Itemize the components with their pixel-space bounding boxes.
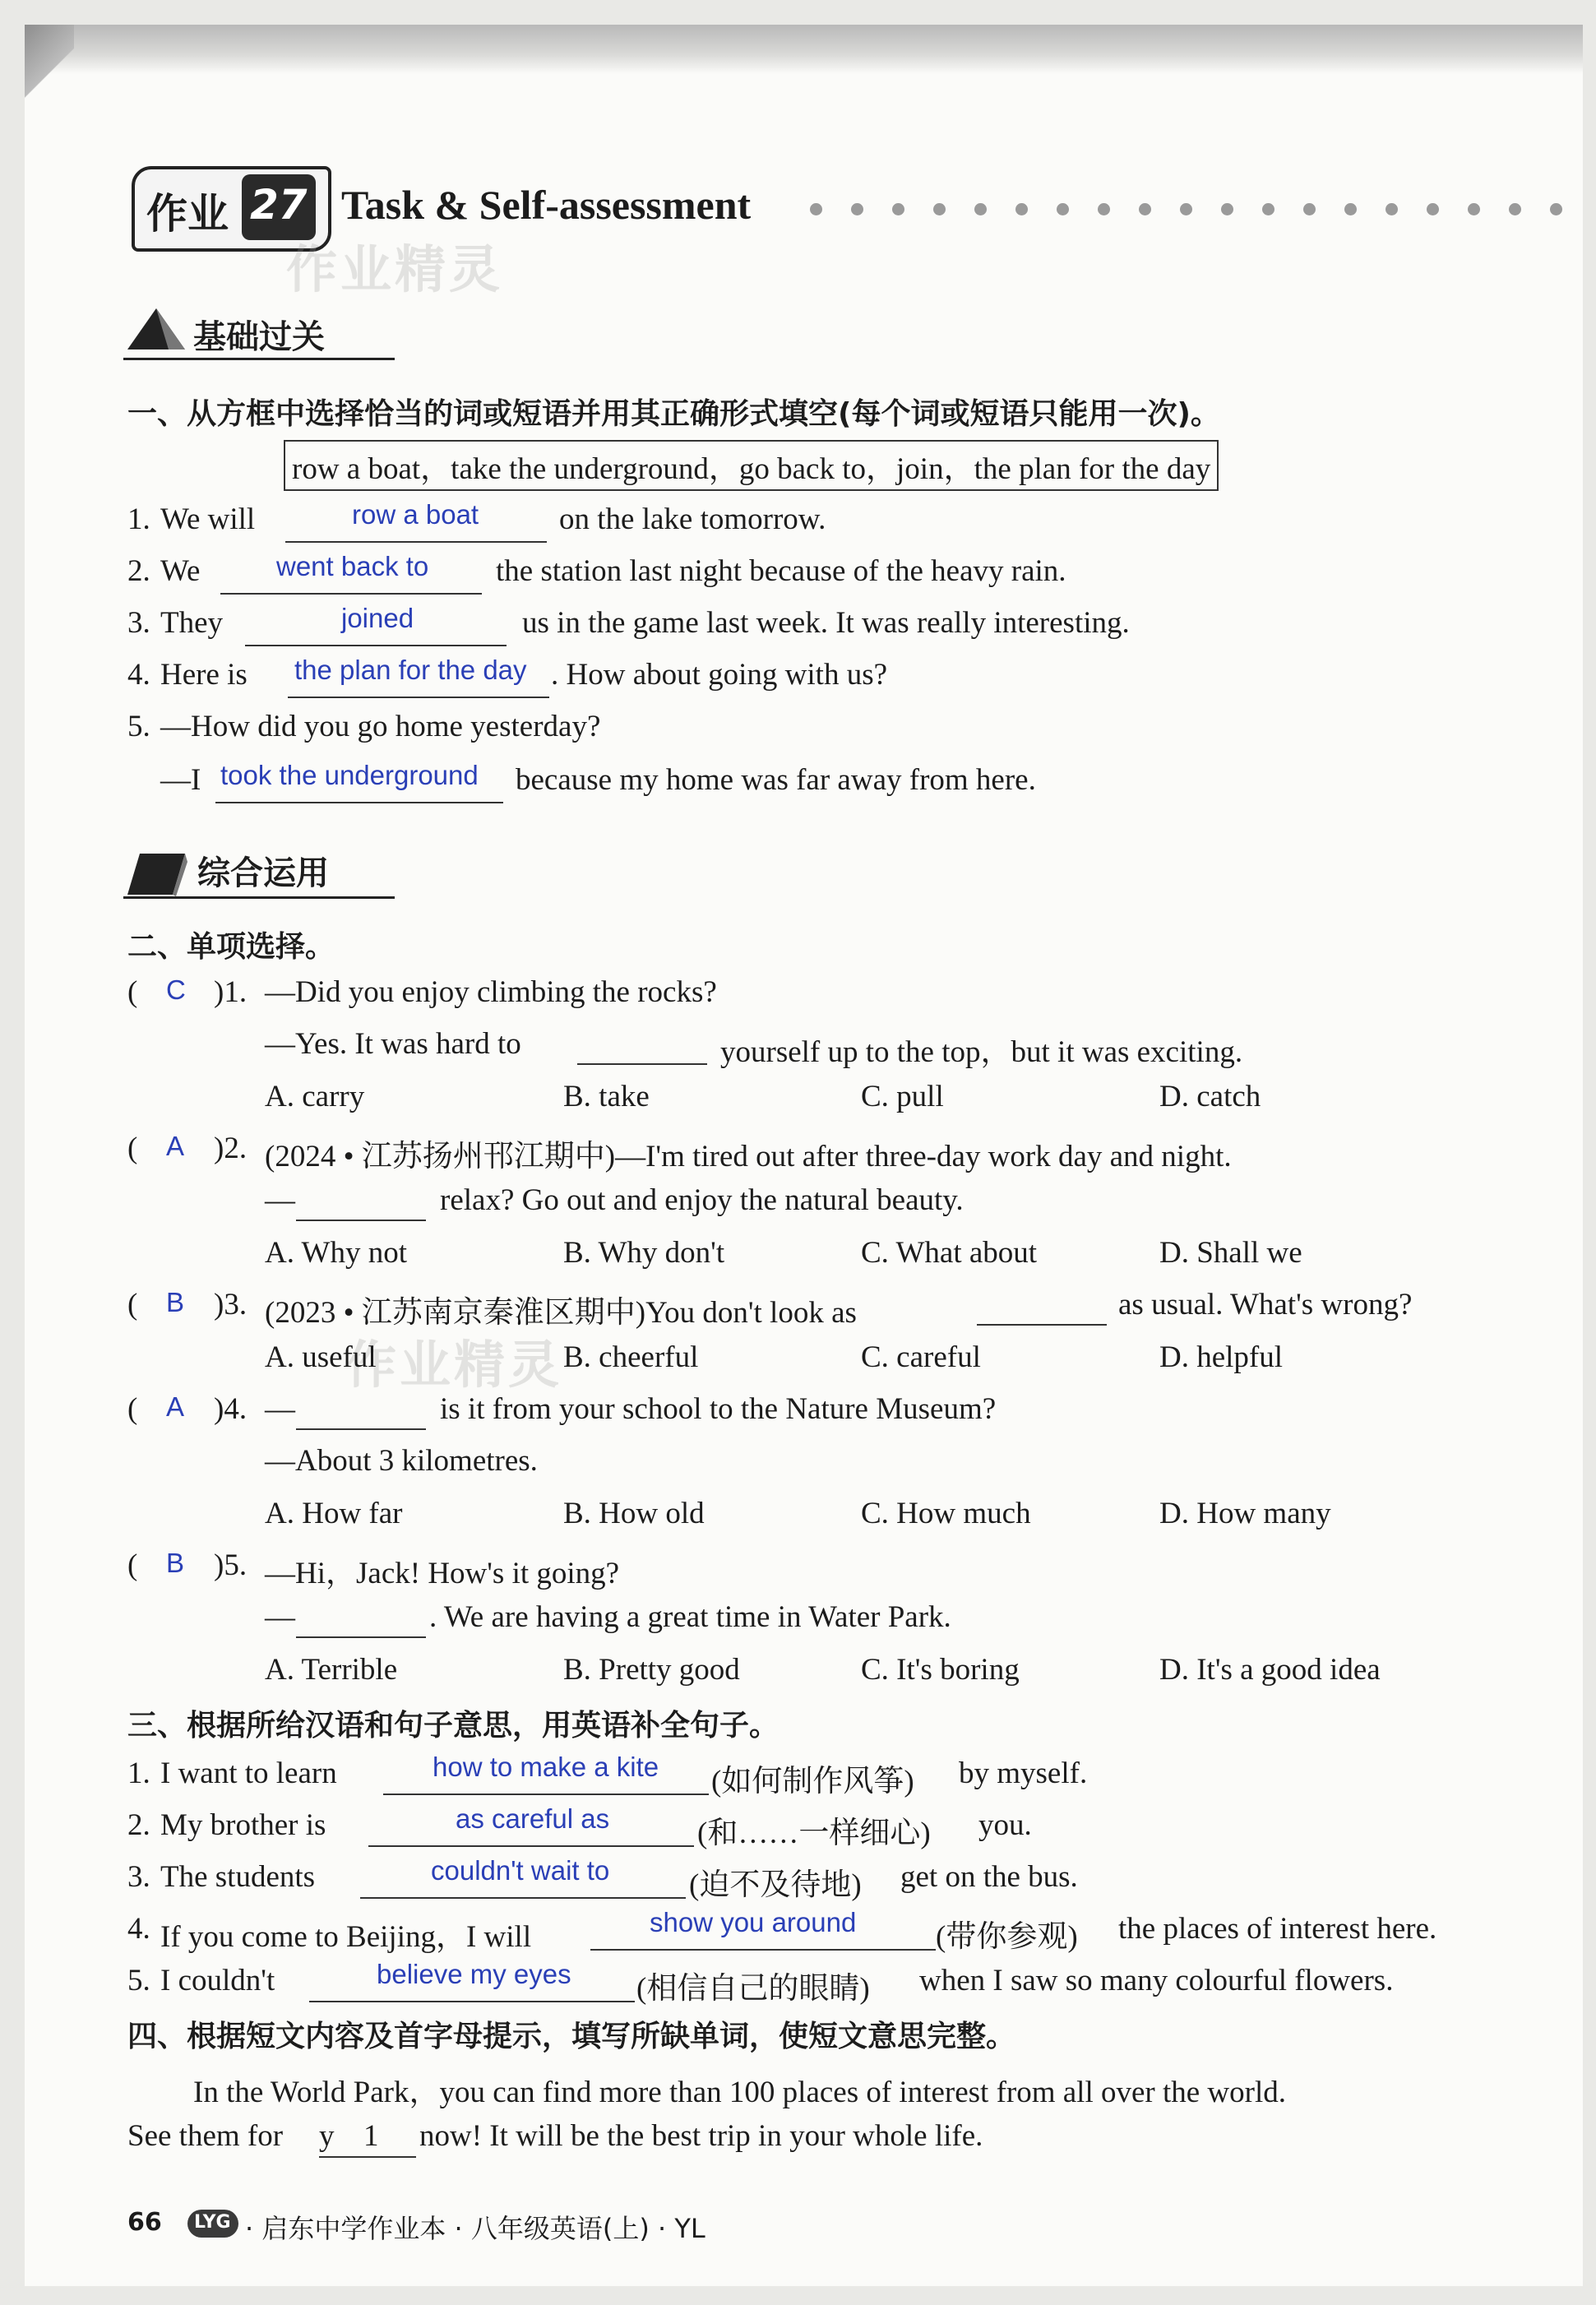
s3-item3-blank[interactable] (360, 1897, 686, 1899)
q3-option-c[interactable]: C. careful (861, 1340, 981, 1374)
q4-line2: —About 3 kilometres. (265, 1444, 538, 1478)
s1-item1-after: on the lake tomorrow. (559, 502, 826, 536)
q3-option-a[interactable]: A. useful (265, 1340, 377, 1374)
q2-line1: (2024 • 江苏扬州邗江期中)—I'm tired out after three-day work day and night. (265, 1140, 1232, 1173)
section1-instruction: 一、从方框中选择恰当的词或短语并用其正确形式填空(每个词或短语只能用一次)。 (127, 397, 1220, 431)
q1-blank[interactable] (577, 1063, 707, 1065)
s3-item5-after: when I saw so many colourful flowers. (919, 1964, 1394, 1997)
s4-para-line2-before: See them for (127, 2119, 284, 2153)
section-heading-applied-text: 综合运用 (197, 854, 329, 892)
s3-item1-after: by myself. (959, 1757, 1088, 1790)
q2-paren-open: ( (127, 1132, 138, 1165)
q1-answer: C (166, 974, 186, 1005)
q3-blank[interactable] (977, 1324, 1107, 1326)
q1-option-b[interactable]: B. take (563, 1080, 650, 1113)
q2-line2-before: — (265, 1183, 295, 1217)
page-title: Task & Self-assessment (341, 182, 752, 228)
q1-option-a[interactable]: A. carry (265, 1080, 365, 1113)
s1-item1-answer: row a boat (352, 499, 479, 530)
q4-option-a[interactable]: A. How far (265, 1497, 403, 1530)
s1-item5-reply-before: —I (160, 763, 201, 797)
s1-item4-num: 4. (127, 658, 150, 692)
s1-item2-before: We (160, 554, 201, 588)
section4-instruction: 四、根据短文内容及首字母提示，填写所缺单词，使短文意思完整。 (127, 2020, 1016, 2053)
s3-item1-num: 1. (127, 1757, 150, 1790)
s3-item1-answer: how to make a kite (433, 1752, 659, 1782)
s3-item3-after: get on the bus. (900, 1860, 1078, 1894)
q1-option-c[interactable]: C. pull (861, 1080, 944, 1113)
s4-para-line1: In the World Park，you can find more than 100 places of interest from all over the world. (193, 2076, 1287, 2109)
s3-item2-blank[interactable] (368, 1845, 694, 1847)
s3-item3-answer: couldn't wait to (431, 1855, 610, 1886)
s3-item3-before: The students (160, 1860, 316, 1894)
s1-item3-num: 3. (127, 606, 150, 640)
s1-item5-after: because my home was far away from here. (516, 763, 1036, 797)
q5-answer: B (166, 1548, 185, 1578)
q4-blank[interactable] (296, 1428, 426, 1430)
q4-option-d[interactable]: D. How many (1159, 1497, 1331, 1530)
top-shadow (25, 25, 1583, 74)
q4-line1-before: — (265, 1392, 295, 1426)
s1-item2-blank[interactable] (220, 593, 482, 595)
s1-item4-before: Here is (160, 658, 247, 692)
s1-item2-num: 2. (127, 554, 150, 588)
block-icon (123, 847, 189, 898)
s1-item3-after: us in the game last week. It was really interesting. (522, 606, 1130, 640)
s1-item4-after: . How about going with us? (551, 658, 888, 692)
s3-item5-hint: (相信自己的眼睛) (636, 1972, 870, 2006)
q4-paren-open: ( (127, 1392, 138, 1426)
watermark-top: 作业精灵 (286, 239, 504, 299)
q5-option-d[interactable]: D. It's a good idea (1159, 1653, 1381, 1687)
q2-answer: A (166, 1131, 185, 1161)
s3-item1-hint: (如何制作风筝) (711, 1765, 914, 1798)
page-number: 66 (127, 2208, 162, 2237)
s3-item4-before: If you come to Beijing，I will (160, 1920, 532, 1954)
q2-blank[interactable] (296, 1220, 426, 1221)
publisher-logo-text: LYG (194, 2212, 231, 2233)
q5-num: )5. (214, 1548, 247, 1582)
q5-blank[interactable] (296, 1636, 426, 1638)
s1-item1-before: We will (160, 502, 256, 536)
watermark-middle: 作业精灵 (345, 1335, 563, 1395)
s1-item4-answer: the plan for the day (294, 655, 527, 685)
workbook-page (25, 25, 1583, 2286)
q1-line1: —Did you enjoy climbing the rocks? (265, 975, 717, 1009)
q1-line2-before: —Yes. It was hard to (265, 1027, 521, 1061)
s3-item4-hint: (带你参观) (936, 1920, 1078, 1954)
s3-item4-num: 4. (127, 1912, 150, 1946)
word-box: row a boat，take the underground，go back to，join，the plan for the day (284, 440, 1219, 491)
s3-item4-answer: show you around (650, 1907, 857, 1937)
s1-item2-after: the station last night because of the heavy rain. (496, 554, 1066, 588)
q3-line1-after: as usual. What's wrong? (1118, 1288, 1413, 1321)
s3-item5-num: 5. (127, 1964, 150, 1997)
q5-option-b[interactable]: B. Pretty good (563, 1653, 740, 1687)
s3-item4-after: the places of interest here. (1118, 1912, 1437, 1946)
q3-option-b[interactable]: B. cheerful (563, 1340, 699, 1374)
heading-underline-2 (123, 896, 395, 899)
q1-num: )1. (214, 975, 247, 1009)
q5-option-a[interactable]: A. Terrible (265, 1653, 398, 1687)
q2-option-b[interactable]: B. Why don't (563, 1236, 725, 1270)
s1-item5-question: —How did you go home yesterday? (160, 710, 601, 743)
q3-num: )3. (214, 1288, 247, 1321)
s3-item2-after: you. (978, 1808, 1032, 1842)
s3-item1-before: I want to learn (160, 1757, 337, 1790)
q4-answer: A (166, 1391, 185, 1422)
s1-item4-blank[interactable] (288, 697, 549, 698)
s3-item2-before: My brother is (160, 1808, 326, 1842)
section3-instruction: 三、根据所给汉语和句子意思，用英语补全句子。 (127, 1709, 779, 1743)
s3-item4-blank[interactable] (590, 1949, 936, 1951)
s1-item1-num: 1. (127, 502, 150, 536)
q5-line2-before: — (265, 1600, 295, 1634)
s4-blank-number: 1 (363, 2119, 379, 2153)
s3-item2-hint: (和……一样细心) (697, 1817, 931, 1850)
s3-item5-answer: believe my eyes (377, 1959, 571, 1989)
s1-item3-blank[interactable] (245, 645, 507, 646)
q2-option-c[interactable]: C. What about (861, 1236, 1038, 1270)
section-heading-basic-text: 基础过关 (193, 318, 325, 356)
s1-item3-answer: joined (341, 603, 414, 633)
s3-item1-blank[interactable] (383, 1794, 709, 1795)
q5-line1: —Hi，Jack! How's it going? (265, 1557, 620, 1590)
s1-item2-answer: went back to (276, 551, 429, 581)
q2-line2-after: relax? Go out and enjoy the natural beauty. (440, 1183, 964, 1217)
s3-item3-hint: (迫不及待地) (689, 1868, 862, 1902)
s1-item1-blank[interactable] (285, 541, 547, 543)
q3-option-d[interactable]: D. helpful (1159, 1340, 1284, 1374)
badge-text: 作业 (146, 190, 229, 238)
s1-item3-before: They (160, 606, 224, 640)
q1-line2-after: yourself up to the top，but it was exciting. (720, 1035, 1243, 1069)
q3-paren-open: ( (127, 1288, 138, 1321)
q4-line1-after: is it from your school to the Nature Museum? (440, 1392, 997, 1426)
s4-blank-letter: y (319, 2119, 335, 2153)
q2-option-a[interactable]: A. Why not (265, 1236, 408, 1270)
q3-line1-before: (2023 • 江苏南京秦淮区期中)You don't look as (265, 1296, 857, 1330)
mountain-icon (123, 304, 189, 354)
s3-item5-before: I couldn't (160, 1964, 275, 1997)
q5-paren-open: ( (127, 1548, 138, 1582)
heading-underline (123, 358, 395, 360)
s3-item3-num: 3. (127, 1860, 150, 1894)
corner-fold (25, 25, 74, 107)
s1-item5-answer: took the underground (220, 760, 479, 790)
q4-option-c[interactable]: C. How much (861, 1497, 1031, 1530)
q2-num: )2. (214, 1132, 247, 1165)
s1-item5-blank[interactable] (215, 802, 503, 803)
s4-blank[interactable] (319, 2156, 416, 2158)
s3-item2-answer: as careful as (456, 1803, 610, 1834)
q1-option-d[interactable]: D. catch (1159, 1080, 1261, 1113)
q2-option-d[interactable]: D. Shall we (1159, 1236, 1302, 1270)
q5-option-c[interactable]: C. It's boring (861, 1653, 1020, 1687)
q1-paren-open: ( (127, 975, 138, 1009)
badge-number: 27 (250, 181, 308, 229)
s3-item2-num: 2. (127, 1808, 150, 1842)
s1-item5-num: 5. (127, 710, 150, 743)
q4-num: )4. (214, 1392, 247, 1426)
q4-option-b[interactable]: B. How old (563, 1497, 705, 1530)
section2-instruction: 二、单项选择。 (127, 930, 335, 964)
q5-line2-after: . We are having a great time in Water Park. (429, 1600, 951, 1634)
footer-text: · 启东中学作业本 · 八年级英语(上) · YL (245, 2213, 705, 2244)
q3-answer: B (166, 1287, 185, 1317)
s3-item5-blank[interactable] (309, 2001, 635, 2002)
s4-para-line2-after: now! It will be the best trip in your whole life. (419, 2119, 983, 2153)
